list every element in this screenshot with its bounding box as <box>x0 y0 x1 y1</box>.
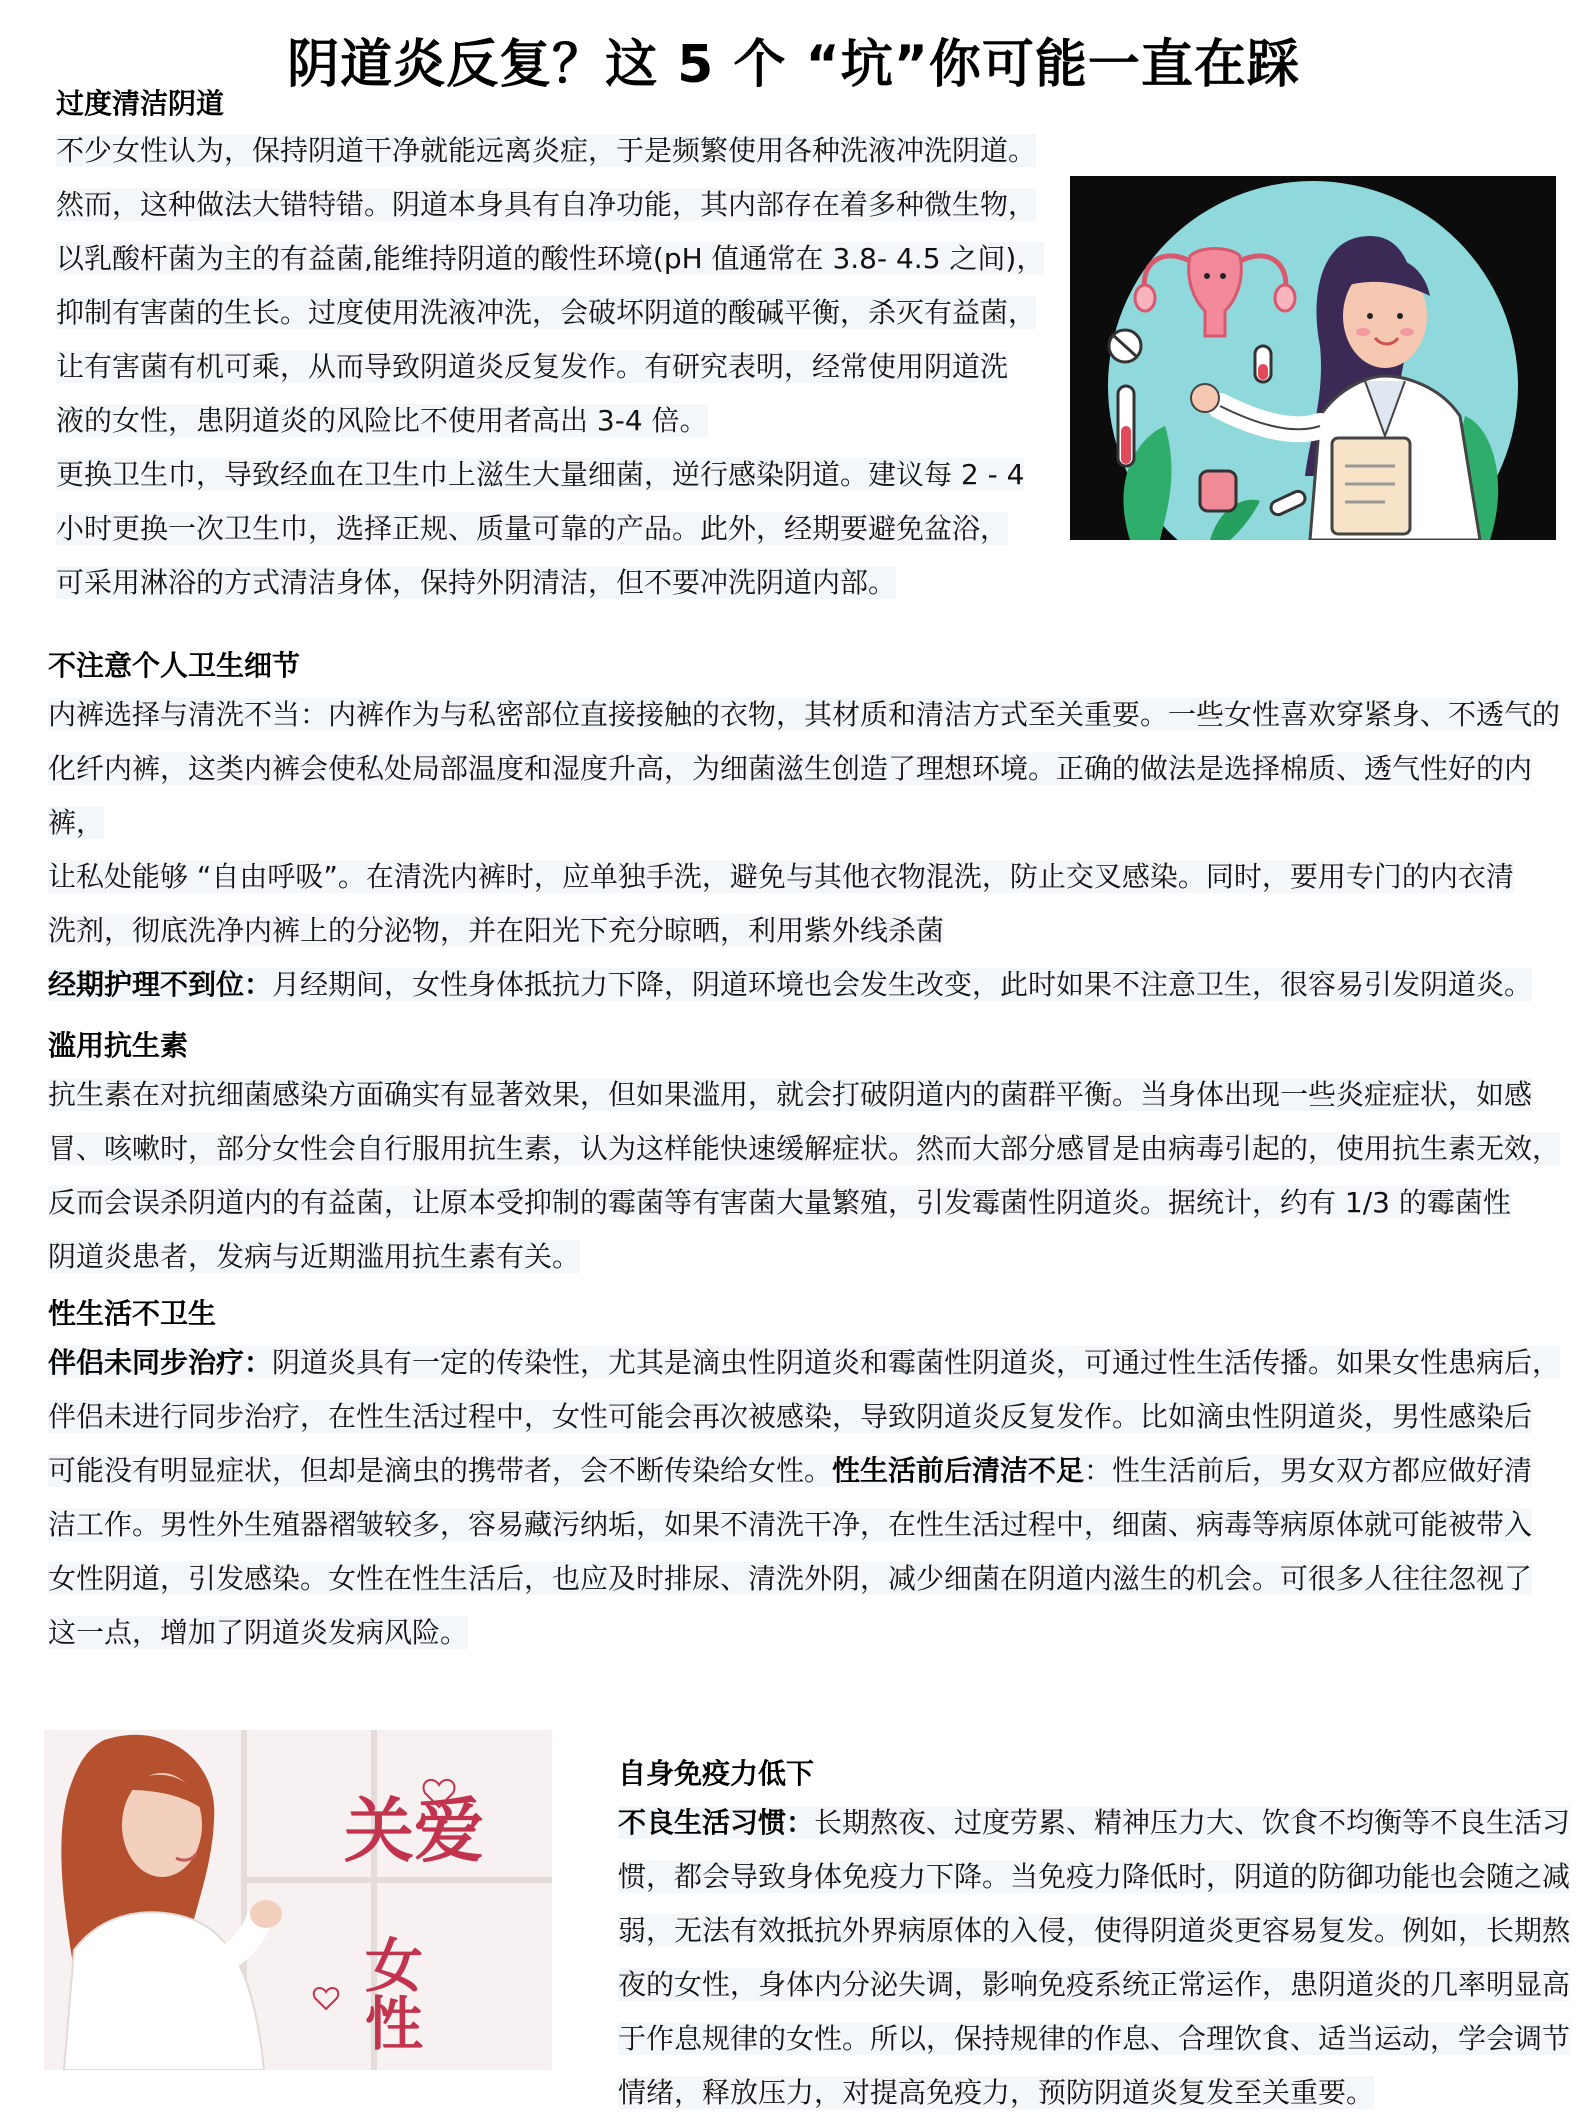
text-line: 抑制有害菌的生长。过度使用洗液冲洗，会破坏阴道的酸碱平衡，杀灭有益菌， <box>56 296 1037 329</box>
photo-caption-line2: 女性 <box>355 1935 423 2051</box>
text-line: 夜的女性，身体内分泌失调，影响免疫系统正常运作，患阴道炎的几率明显高 <box>618 1968 1571 2001</box>
doctor-illustration-svg <box>1070 176 1556 540</box>
text-span: 可能没有明显症状，但却是滴虫的携带者，会不断传染给女性。 <box>48 1454 833 1487</box>
text-line <box>48 1346 1560 1379</box>
photo-caption-line1: 关爱 <box>344 1789 484 1872</box>
bold-label: 不良生活习惯： <box>618 1806 815 1839</box>
text-line <box>48 968 1532 1001</box>
text-line: 小时更换一次卫生巾，选择正规、质量可靠的产品。此外，经期要避免盆浴， <box>56 512 1009 545</box>
text-line: 伴侣未进行同步治疗，在性生活过程中，女性可能会再次被感染，导致阴道炎反复发作。比如滴虫性阴道炎，男性感染后 <box>48 1400 1533 1433</box>
text-line <box>618 1806 1570 1839</box>
section-body-immunity <box>618 1796 1570 2120</box>
text-line: 女性阴道，引发感染。女性在性生活后，也应及时排尿、清洗外阴，减少细菌在阴道内滋生的机会。可很多人往往忽视了 <box>48 1562 1533 1595</box>
section-body-hygiene-details <box>48 688 1587 1012</box>
section-heading-sexual-hygiene: 性生活不卫生 <box>48 1297 217 1330</box>
text-line: 这一点，增加了阴道炎发病风险。 <box>48 1616 469 1649</box>
text-line: 可采用淋浴的方式清洁身体，保持外阴清洁，但不要冲洗阴道内部。 <box>56 566 897 599</box>
bold-label: 伴侣未同步治疗： <box>48 1346 273 1379</box>
bold-label: 经期护理不到位： <box>48 968 273 1001</box>
section-body-sexual-hygiene <box>48 1336 1560 1660</box>
text-line: 让私处能够 “自由呼吸”。在清洗内裤时，应单独手洗，避免与其他衣物混洗，防止交叉感染。同时，要用专门的内衣清 <box>48 860 1514 893</box>
text-line: 不少女性认为，保持阴道干净就能远离炎症，于是频繁使用各种洗液冲洗阴道。 <box>56 134 1037 167</box>
text-line: 洁工作。男性外生殖器褶皱较多，容易藏污纳垢，如果不清洗干净，在性生活过程中，细菌、病毒等病原体就可能被带入 <box>48 1508 1533 1541</box>
text-line: 然而，这种做法大错特错。阴道本身具有自净功能，其内部存在着多种微生物， <box>56 188 1037 221</box>
section-heading-over-cleaning: 过度清洁阴道 <box>56 87 225 120</box>
doctor-illustration <box>1070 176 1556 540</box>
text-line: 洗剂，彻底洗净内裤上的分泌物，并在阳光下充分晾晒，利用紫外线杀菌 <box>48 914 945 947</box>
bold-label: 性生活前后清洁不足 <box>832 1454 1085 1487</box>
text-span: 月经期间，女性身体抵抗力下降，阴道环境也会发生改变，此时如果不注意卫生，很容易引发阴道炎。 <box>272 968 1533 1001</box>
text-line: 反而会误杀阴道内的有益菌，让原本受抑制的霉菌等有害菌大量繁殖，引发霉菌性阴道炎。据统计，约有 1/3 的霉菌性 <box>48 1186 1511 1219</box>
text-line: 化纤内裤，这类内裤会使私处局部温度和湿度升高，为细菌滋生创造了理想环境。正确的做法是选择棉质、透气性好的内裤， <box>48 752 1533 839</box>
text-line <box>48 1454 1532 1487</box>
text-span: 长期熬夜、过度劳累、精神压力大、饮食不均衡等不良生活习 <box>814 1806 1571 1839</box>
section-body-antibiotics <box>48 1068 1560 1284</box>
section-heading-hygiene-details: 不注意个人卫生细节 <box>48 649 301 682</box>
text-line: 弱，无法有效抵抗外界病原体的入侵，使得阴道炎更容易复发。例如，长期熬 <box>618 1914 1571 1947</box>
woman-photo <box>44 1730 552 2070</box>
text-line: 液的女性，患阴道炎的风险比不使用者高出 3-4 倍。 <box>56 404 708 437</box>
text-line: 以乳酸杆菌为主的有益菌,能维持阴道的酸性环境(pH 值通常在 3.8- 4.5 之间)， <box>56 242 1045 275</box>
text-line: 让有害菌有机可乘，从而导致阴道炎反复发作。有研究表明，经常使用阴道洗 <box>56 350 1009 383</box>
section-heading-immunity: 自身免疫力低下 <box>618 1757 815 1790</box>
text-line: 阴道炎患者，发病与近期滥用抗生素有关。 <box>48 1240 581 1273</box>
section-heading-antibiotics: 滥用抗生素 <box>48 1029 189 1062</box>
section-body-over-cleaning <box>56 124 1044 610</box>
text-line: 冒、咳嗽时，部分女性会自行服用抗生素，认为这样能快速缓解症状。然而大部分感冒是由病毒引起的，使用抗生素无效， <box>48 1132 1561 1165</box>
text-line: 于作息规律的女性。所以，保持规律的作息、合理饮食、适当运动，学会调节 <box>618 2022 1571 2055</box>
page-title: 阴道炎反复？这 5 个 “坑”你可能一直在踩 <box>287 35 1300 95</box>
woman-photo-svg <box>44 1730 552 2070</box>
text-span: ：性生活前后，男女双方都应做好清 <box>1084 1454 1533 1487</box>
text-line: 惯，都会导致身体免疫力下降。当免疫力降低时，阴道的防御功能也会随之减 <box>618 1860 1571 1893</box>
text-span: 阴道炎具有一定的传染性，尤其是滴虫性阴道炎和霉菌性阴道炎，可通过性生活传播。如果女性患病后， <box>272 1346 1561 1379</box>
text-line: 更换卫生巾，导致经血在卫生巾上滋生大量细菌，逆行感染阴道。建议每 2 - 4 <box>56 458 1025 491</box>
text-line: 情绪，释放压力，对提高免疫力，预防阴道炎复发至关重要。 <box>618 2076 1375 2109</box>
text-line: 抗生素在对抗细菌感染方面确实有显著效果，但如果滥用，就会打破阴道内的菌群平衡。当身体出现一些炎症症状，如感 <box>48 1078 1533 1111</box>
text-line: 内裤选择与清洗不当：内裤作为与私密部位直接接触的衣物，其材质和清洁方式至关重要。一些女性喜欢穿紧身、不透气的 <box>48 698 1561 731</box>
